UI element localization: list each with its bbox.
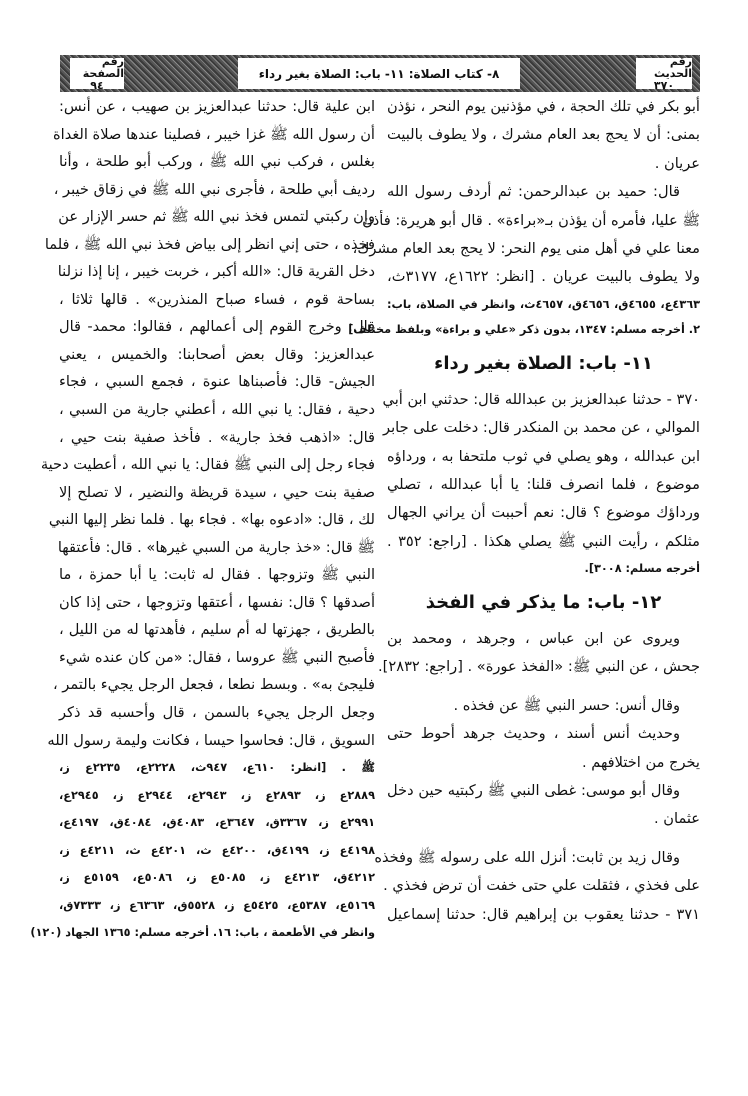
footnote-line: ٢٩٩١ع ز، ٣٣٦٧ق، ٣٦٤٧ع، ٤٠٨٣ق، ٤٠٨٤ق، ٤١٩٧ع، (59, 816, 376, 830)
text-line: ولا يطوف بالبيت عريان . [انظر: ١٦٢٢ع، ٣١٧٧ث، (387, 268, 700, 286)
hadith-number: ٣٧٠ (653, 78, 675, 92)
hadith-number-box (636, 54, 692, 92)
running-header (60, 55, 700, 92)
text-line: جحش ، عن النبي ﷺ: «الفخذ عورة» . [راجع: ٢٨٣٢]. (378, 658, 700, 676)
text-line: بغلس ، فركب نبي الله ﷺ ، وركب أبو طلحة ، وأنا (59, 153, 375, 171)
text-line: ٣٧١ - حدثنا يعقوب بن إبراهيم قال: حدثنا إسماعيل (387, 905, 700, 923)
hadith-number-label: رقم الحديث (654, 54, 692, 80)
text-line: أبو بكر في تلك الحجة ، في مؤذنين يوم النحر ، نؤذن (387, 98, 700, 115)
text-line: دخل القرية قال: «الله أكبر ، خربت خيبر ، إنا إذا نزلنا (57, 263, 375, 281)
text-line: وحديث أنس أسند ، وحديث جرهد أحوط حتى (387, 725, 680, 743)
text-line: وإن ركبتي لتمس فخذ نبي الله ﷺ ثم حسر الإزار عن (58, 208, 375, 226)
text-line: قال: حميد بن عبدالرحمن: ثم أردف رسول الله (387, 183, 680, 201)
text-line: فليجئ به» . وبسط نطعا ، فجعل الرجل يجيء بالتمر ، (52, 676, 375, 694)
text-line: صفية بنت حيي ، سيدة قريظة والنضير ، لا تصلح إلا (59, 483, 375, 501)
right-column (348, 93, 700, 929)
footnote-line: وانظر في الأطعمة ، باب: ١٦. أخرجه مسلم: ١٣٦٥ الجهاد (١٢٠) (30, 926, 375, 940)
text-line: ابن علية قال: حدثنا عبدالعزيز بن صهيب ، عن أنس: (59, 98, 375, 115)
text-line: بمنى: أن لا يحج بعد العام مشرك ، ولا يطوف بالبيت (387, 126, 700, 144)
footnote-line: ٤١٩٨ع ز، ٤١٩٩ق، ٤٢٠٠ع ث، ٤٢٠١ع ث، ٤٢١١ع ز، (59, 843, 375, 857)
text-line: ورداؤك موضوع ؟ قال: نعم أحببت أن يراني الجهال (387, 504, 700, 522)
chapter-title: ٨- كتاب الصلاة: ١١- باب: الصلاة بغير رداء (258, 66, 500, 81)
text-line: عريان . (654, 154, 700, 172)
text-line: فجاء رجل إلى النبي ﷺ فقال: يا نبي الله ، أعطيت دحية (40, 456, 375, 474)
footnote-line: ٢٨٨٩ع ز، ٢٨٩٣ع ز، ٢٩٤٣ع، ٢٩٤٤ع ز، ٢٩٤٥ع، (59, 788, 375, 802)
text-line: الجيش- قال: فأصبناها عنوة ، فجمع السبي ، فجاء (59, 373, 375, 391)
footnote-line: ٢. أخرجه مسلم: ١٣٤٧، بدون ذكر «علي و براءة» وبلفظ مختلف] (348, 322, 700, 336)
text-line: عبدالعزيز: وقال بعض أصحابنا: والخميس ، يعني (59, 345, 375, 363)
footnote-line: ٥١٦٩ع، ٥٣٨٧ع، ٥٤٢٥ع ز، ٥٥٢٨ق، ٦٣٦٣ع ز، ٧٣٣٣ق، (59, 898, 375, 912)
footnote-line: أخرجه مسلم: ٣٠٠٨]. (584, 562, 700, 576)
text-line: وقال أنس: حسر النبي ﷺ عن فخذه . (453, 696, 680, 714)
text-line: النبي ﷺ وتزوجها . فقال له ثابت: يا أبا حمزة ، ما (59, 566, 375, 584)
text-line: ويروى عن ابن عباس ، وجرهد ، ومحمد بن (387, 630, 680, 648)
text-line: بساحة قوم ، فساء صباح المنذرين» . قالها ثلاثا ، (59, 290, 375, 308)
text-line: أن رسول الله ﷺ غزا خيبر ، فصلينا عندها صلاة الغداة (53, 125, 375, 143)
text-line: موضوع ، فلما انصرف قلنا: يا أبا عبدالله ، تصلي (387, 475, 700, 493)
text-line: ﷺ قال: «خذ جارية من السبي غيرها» . قال: فأعتقها (57, 538, 375, 556)
text-line: ابن عبدالله ، وهو يصلي في ثوب ملتحفا به ، ورداؤه (387, 447, 700, 465)
text-line: عثمان . (654, 810, 700, 828)
section-heading: ١١- باب: الصلاة بغير رداء (434, 352, 653, 374)
text-line: ﷺ عليا، فأمره أن يؤذن بـ«براءة» . قال أبو هريرة: فأذن (362, 211, 700, 229)
text-line: يخرج من اختلافهم . (581, 753, 700, 771)
chapter-title-box (238, 58, 520, 89)
footnote-line: ﷺ . [انظر: ٦١٠ع، ٩٤٧ث، ٢٢٢٨ع، ٢٢٣٥ع ز، (59, 761, 375, 775)
page-number: ٩٤ (90, 78, 104, 92)
text-line: وقال زيد بن ثابت: أنزل الله على رسوله ﷺ وفخذه (374, 848, 680, 866)
text-line: السويق ، قال: فحاسوا حيسا ، فكانت وليمة رسول الله (47, 731, 375, 749)
text-line: الموالي ، عن محمد بن المنكدر قال: دخلت على جابر (383, 419, 700, 437)
left-column (30, 93, 376, 947)
text-line: بالطريق ، جهزتها له أم سليم ، فأهدتها له من الليل ، (59, 621, 375, 639)
footnote-line: ٤٣٦٣ع، ٤٦٥٥ق، ٤٦٥٦ق، ٤٦٥٧ث، وانظر في الصلاة، باب: (387, 297, 700, 311)
text-line: لك ، قال: «ادعوه بها» . فجاء بها . فلما نظر إليها النبي (48, 511, 375, 529)
text-line: ٣٧٠ - حدثنا عبدالعزيز بن عبدالله قال: حدثني ابن أبي (382, 390, 700, 408)
section-heading: ١٢- باب: ما يذكر في الفخذ (425, 592, 662, 614)
page-number-box (70, 54, 124, 92)
text-line: رديف أبي طلحة ، فأجرى نبي الله ﷺ في زقاق خيبر ، (53, 180, 375, 198)
footnote-line: ٤٢١٢ق، ٤٢١٣ع ز، ٥٠٨٥ع ز، ٥٠٨٦ع، ٥١٥٩ع ز، (59, 871, 375, 885)
text-line: فخذه ، حتى إني انظر إلى بياض فخذ نبي الله ﷺ ، فلما (44, 235, 375, 253)
text-line: فأصبح النبي ﷺ عروسا ، فقال: «من كان عنده شيء (59, 648, 375, 666)
page-number-label: رقم الصفحة (82, 54, 124, 80)
text-line: وقال أبو موسى: غطى النبي ﷺ ركبتيه حين دخل (387, 782, 680, 800)
text-line: على فخذي ، فثقلت علي حتى خفت أن ترض فخذي . (383, 877, 700, 895)
text-line: قال: «اذهب فخذ جارية» . فأخذ صفية بنت حيي ، (59, 428, 375, 446)
text-line: وجعل الرجل يجيء بالسمن ، قال وأحسبه قد ذكر (59, 704, 375, 722)
text-line: مثلكم ، رأيت النبي ﷺ يصلي هكذا . [راجع: ٣٥٢ . (387, 532, 700, 550)
text-line: معنا علي في أهل منى يوم النحر: لا يحج بعد العام مشرك، (352, 239, 700, 257)
text-line: قال: وخرج القوم إلى أعمالهم ، فقالوا: محمد- قال (59, 318, 375, 336)
text-line: دحية ، فقال: يا نبي الله ، أعطني جارية من السبي ، (59, 401, 375, 419)
text-line: أصدقها ؟ قال: نفسها ، أعتقها وتزوجها ، حتى إذا كان (59, 593, 375, 611)
